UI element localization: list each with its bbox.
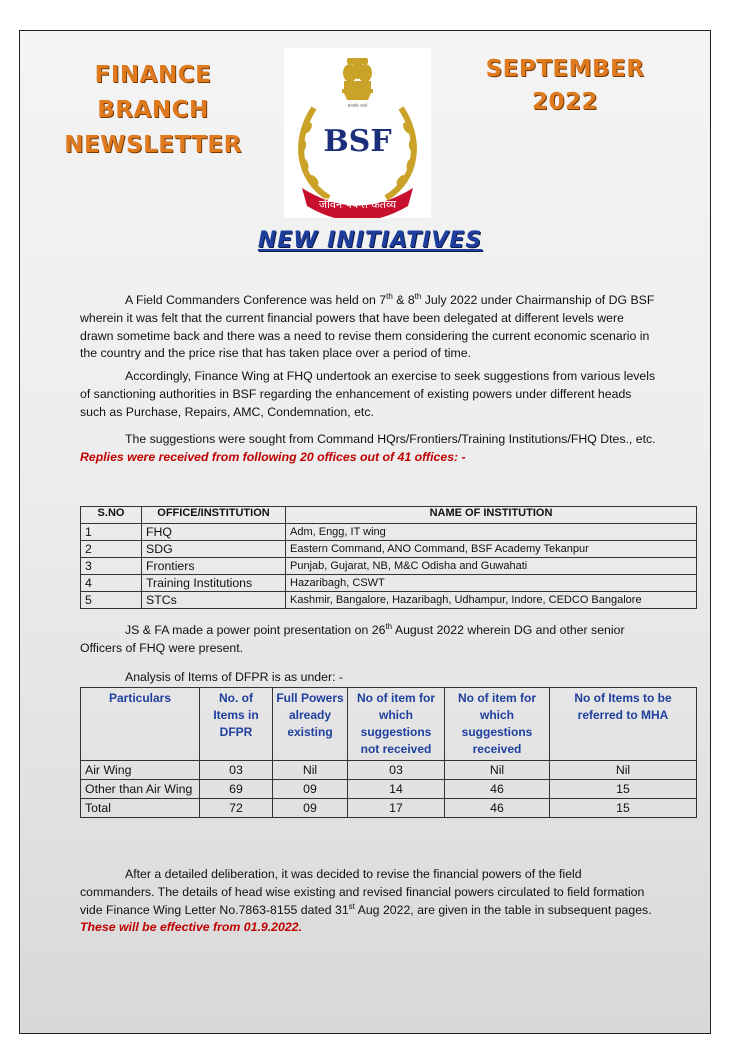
header-line-newsletter: NEWSLETTER — [64, 132, 242, 158]
col-full-powers: Full Powers already existing — [273, 688, 348, 761]
header-year: 2022 — [531, 89, 598, 115]
cell-office: SDG — [142, 541, 286, 558]
table-row — [81, 558, 697, 575]
cell-value: 15 — [550, 799, 697, 818]
emblem-bsf-text: BSF — [323, 124, 392, 159]
p6-effective-date-emphasis: These will be effective from 01.9.2022. — [80, 920, 302, 935]
p1-text-c: July 2022 under Chairmanship of DG BSF wherein it was felt that the current financial powers that have been delegated at different levels were drawn sometime back and there was a need to revise them considering the current economic scenario in the country and the price rise that has taken place over a period of time. — [80, 293, 655, 361]
col-items-dfpr: No. of Items in DFPR — [200, 688, 273, 761]
cell-sno: 2 — [81, 541, 142, 558]
newsletter-title-left — [48, 58, 258, 163]
table-row — [81, 575, 697, 592]
table-row — [81, 592, 697, 609]
paragraph-presentation — [80, 622, 658, 658]
cell-value: Nil — [445, 761, 550, 780]
emblem-motto: जीवन पर्यन्त कर्तव्य — [318, 198, 397, 211]
cell-institution: Adm, Engg, IT wing — [286, 524, 697, 541]
cell-institution: Kashmir, Bangalore, Hazaribagh, Udhampur, Indore, CEDCO Bangalore — [286, 592, 697, 609]
cell-institution: Punjab, Gujarat, NB, M&C Odisha and Guwahati — [286, 558, 697, 575]
cell-value: 46 — [445, 780, 550, 799]
offices-table — [80, 506, 697, 609]
table-row — [81, 524, 697, 541]
p6-text-b: Aug 2022, are given in the table in subsequent pages. — [354, 902, 652, 917]
cell-value: 14 — [348, 780, 445, 799]
p4-sup: th — [385, 621, 393, 631]
header-line-branch: BRANCH — [97, 97, 209, 123]
col-particulars: Particulars — [81, 688, 200, 761]
cell-sno: 1 — [81, 524, 142, 541]
cell-office: STCs — [142, 592, 286, 609]
paragraph-suggestions — [80, 431, 658, 467]
cell-particulars: Other than Air Wing — [81, 780, 200, 799]
emblem-tagline: सत्यमेव जयते — [347, 103, 368, 108]
cell-value: 09 — [273, 780, 348, 799]
dfpr-table-header — [81, 688, 697, 761]
cell-value: 46 — [445, 799, 550, 818]
col-institution-name: NAME OF INSTITUTION — [286, 507, 697, 524]
cell-value: 15 — [550, 780, 697, 799]
p6-sup: st — [348, 901, 355, 911]
cell-particulars: Total — [81, 799, 200, 818]
table-row — [81, 780, 697, 799]
paragraph-deliberation — [80, 866, 658, 937]
p6-text-a: After a detailed deliberation, it was decided to revise the financial powers of the field commanders. The details of head wise existing and revised financial powers circulated to field formation vide Finance Wing Letter No.7863-8155 dated 31 — [80, 867, 645, 917]
cell-sno: 4 — [81, 575, 142, 592]
col-sno: S.NO — [81, 507, 142, 524]
section-title: NEW INITIATIVES — [257, 228, 483, 253]
cell-value: Nil — [273, 761, 348, 780]
cell-value: 69 — [200, 780, 273, 799]
col-received: No of item for which suggestions received — [445, 688, 550, 761]
dfpr-analysis-table — [80, 687, 697, 818]
cell-office: Frontiers — [142, 558, 286, 575]
paragraph-analysis-intro: Analysis of Items of DFPR is as under: - — [125, 670, 343, 684]
cell-value: 09 — [273, 799, 348, 818]
bsf-emblem-icon — [284, 48, 431, 218]
col-office: OFFICE/INSTITUTION — [142, 507, 286, 524]
cell-sno: 3 — [81, 558, 142, 575]
cell-value: 17 — [348, 799, 445, 818]
p1-sup-2: th — [414, 291, 422, 301]
cell-particulars: Air Wing — [81, 761, 200, 780]
cell-value: 03 — [348, 761, 445, 780]
col-referred-mha: No of Items to be referred to MHA — [550, 688, 697, 761]
cell-value: 03 — [200, 761, 273, 780]
cell-office: FHQ — [142, 524, 286, 541]
paragraph-finance-wing: Accordingly, Finance Wing at FHQ undertook an exercise to seek suggestions from various levels of sanctioning authorities in BSF regarding the enhancement of existing powers under different heads such as Purchase, Repairs, AMC, Condemnation, etc. — [80, 369, 656, 419]
p1-text-a: A Field Commanders Conference was held on 7 — [125, 293, 387, 307]
bsf-emblem — [284, 48, 431, 218]
cell-sno: 5 — [81, 592, 142, 609]
table-row — [81, 799, 697, 818]
header-month: SEPTEMBER — [485, 56, 645, 82]
p4-text-a: JS & FA made a power point presentation on 26 — [125, 623, 386, 637]
header-line-finance: FINANCE — [94, 62, 212, 88]
cell-value: Nil — [550, 761, 697, 780]
table-row — [81, 761, 697, 780]
p3-replies-emphasis: Replies were received from following 20 offices out of 41 offices: - — [80, 449, 466, 464]
p3-text: The suggestions were sought from Command HQrs/Frontiers/Training Institutions/FHQ Dtes., etc. — [125, 432, 656, 446]
col-not-received: No of item for which suggestions not received — [348, 688, 445, 761]
p1-text-b: & 8 — [392, 293, 415, 307]
p1-sup-1: th — [386, 291, 393, 301]
table-row — [81, 541, 697, 558]
newsletter-date — [470, 53, 660, 119]
paragraph-conference — [80, 292, 658, 363]
offices-table-header — [81, 507, 697, 524]
p4-text-b: August 2022 wherein DG and other senior Officers of FHQ were present. — [80, 623, 625, 655]
cell-office: Training Institutions — [142, 575, 286, 592]
cell-institution: Hazaribagh, CSWT — [286, 575, 697, 592]
cell-value: 72 — [200, 799, 273, 818]
cell-institution: Eastern Command, ANO Command, BSF Academy Tekanpur — [286, 541, 697, 558]
